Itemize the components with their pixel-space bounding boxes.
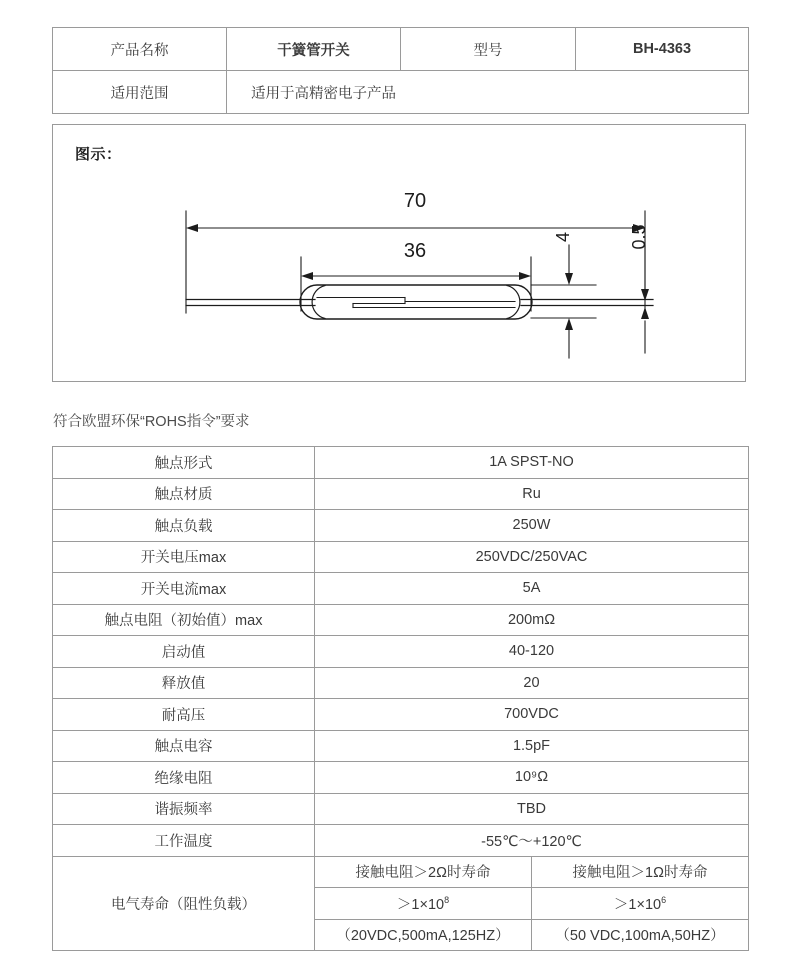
table-row [53,636,749,668]
table-row-scope [53,71,749,114]
table-row [53,730,749,762]
dimension-label-glass-length: 36 [403,240,427,262]
spec-parameter-value: Ru [315,478,749,510]
dimension-label-total-length: 70 [403,190,427,212]
spec-parameter-name: 启动值 [53,636,315,668]
spec-parameter-name: 触点电阻（初始值）max [53,604,315,636]
electrical-life-column-b-count: $>1\times 10^6$ [532,888,749,920]
spec-parameter-name: 触点电容 [53,730,315,762]
arrowhead-diameter-bottom [565,318,573,330]
spec-parameter-value: 700VDC [315,699,749,731]
table-row [53,447,749,479]
arrowhead-body-left [301,272,313,280]
arrowhead-body-right [519,272,531,280]
spec-parameter-value: 1A SPST-NO [315,447,749,479]
arrowhead-lead-bottom [641,307,649,319]
table-row [53,825,749,857]
electrical-life-label: 电气寿命（阻性负载） [53,856,315,951]
electrical-life-column-b-condition: （50 VDC,100mA,50HZ） [532,919,749,951]
arrowhead-total-left [186,224,198,232]
spec-parameter-name: 触点材质 [53,478,315,510]
rohs-compliance-note: 符合欧盟环保“ROHS指令”要求 [53,414,250,430]
table-row [53,667,749,699]
product-header-table [52,27,749,114]
spec-parameter-name: 开关电流max [53,573,315,605]
table-row [53,793,749,825]
spec-parameter-name: 开关电压max [53,541,315,573]
spec-parameter-name: 绝缘电阻 [53,762,315,794]
table-row [53,604,749,636]
drawing-title: 图示： [75,146,122,163]
drawing-panel [52,124,746,382]
spec-parameter-value: 200mΩ [315,604,749,636]
table-row-electrical-life-header [53,856,749,888]
spec-parameter-value: 40-120 [315,636,749,668]
specification-table-body [53,447,749,951]
spec-parameter-value: TBD [315,793,749,825]
model-label: 型号 [401,28,576,71]
electrical-life-column-a-condition: （20VDC,500mA,125HZ） [315,919,532,951]
spec-parameter-value: 1.5pF [315,730,749,762]
specification-table [52,446,749,951]
spec-parameter-name: 触点形式 [53,447,315,479]
product-name-value: 干簧管开关 [227,28,401,71]
table-row [53,541,749,573]
spec-parameter-value: 5A [315,573,749,605]
spec-parameter-name: 谐振频率 [53,793,315,825]
scope-label: 适用范围 [53,71,227,114]
spec-parameter-name: 工作温度 [53,825,315,857]
table-row [53,478,749,510]
table-row [53,573,749,605]
spec-parameter-name: 耐高压 [53,699,315,731]
dimension-label-glass-diameter: 4 [553,231,573,243]
scope-value: 适用于高精密电子产品 [227,71,749,114]
spec-parameter-value: 250W [315,510,749,542]
reed-switch-technical-drawing [53,125,747,383]
specification-table-wrapper [52,446,749,951]
electrical-life-column-a-header: 接触电阻＞2Ω时寿命 [315,856,532,888]
product-name-label: 产品名称 [53,28,227,71]
product-header-table-wrapper [52,27,749,114]
electrical-life-column-a-count: $>1\times 10^8$ [315,888,532,920]
electrical-life-column-b-count-exponent: 6 [661,894,667,905]
spec-parameter-value: 20 [315,667,749,699]
electrical-life-column-a-count-exponent: 8 [444,894,450,905]
table-row [53,762,749,794]
arrowhead-diameter-top [565,273,573,285]
capsule-seal-left [312,286,325,319]
spec-parameter-value: -55℃～+120℃ [315,825,749,857]
model-value: BH-4363 [576,28,749,71]
spec-parameter-value: 250VDC/250VAC [315,541,749,573]
spec-parameter-name: 触点负载 [53,510,315,542]
spec-parameter-name: 释放值 [53,667,315,699]
spec-parameter-value: 10⁹Ω [315,762,749,794]
table-row [53,699,749,731]
table-row-product-name [53,28,749,71]
electrical-life-column-b-header: 接触电阻＞1Ω时寿命 [532,856,749,888]
table-row [53,510,749,542]
dimension-label-lead-diameter: 0.5 [629,224,649,250]
